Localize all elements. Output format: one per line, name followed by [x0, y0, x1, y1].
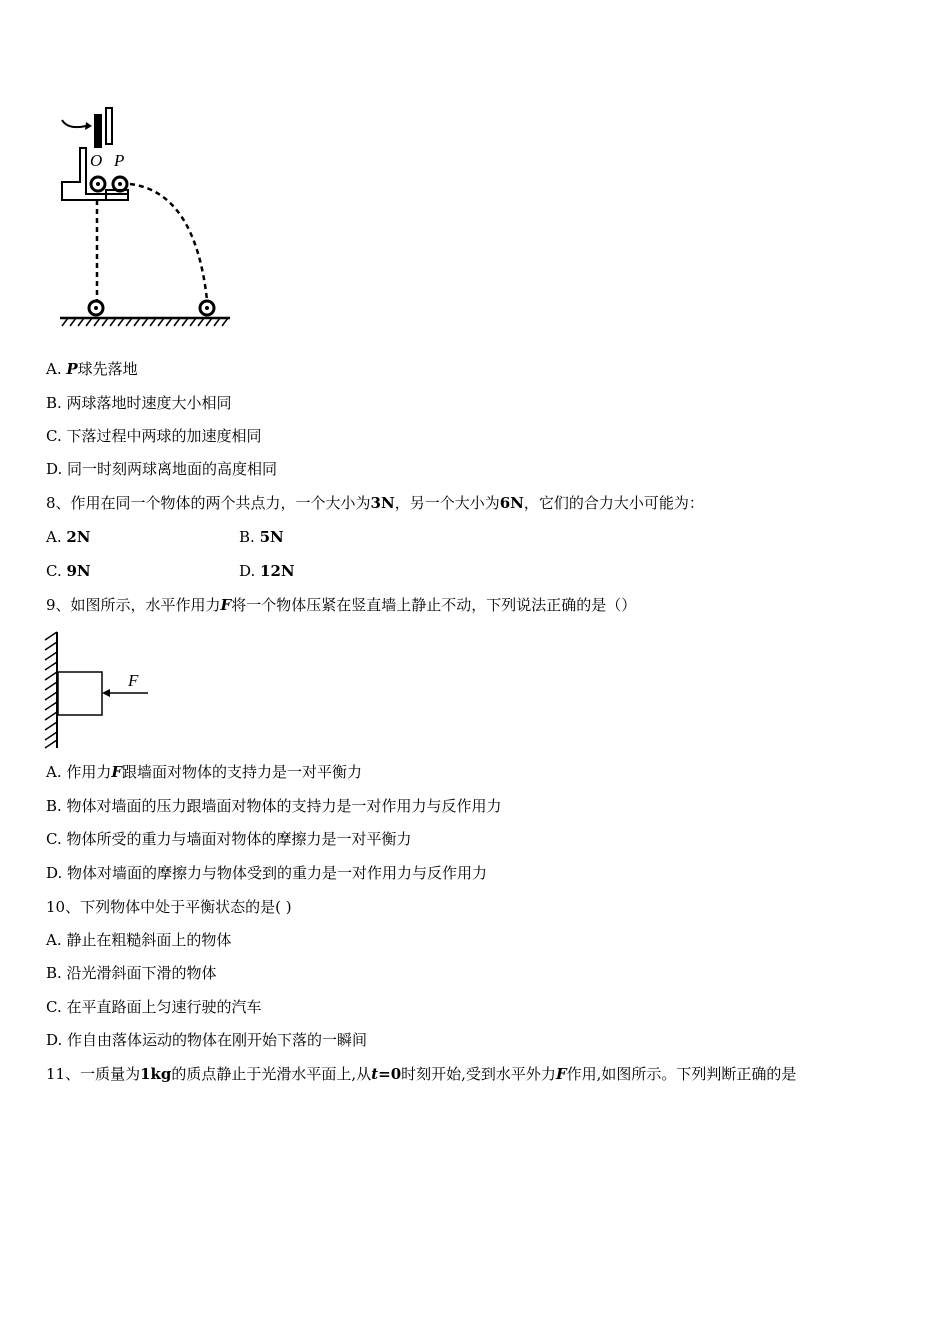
q11-stem: 11、一质量为1kg的质点静止于光滑水平面上,从t=0时刻开始,受到水平外力F作用,如图所示。下列判断正确的是 — [46, 1065, 797, 1083]
q10-option-d: D. 作自由落体运动的物体在刚开始下落的一瞬间 — [46, 1031, 368, 1049]
q8-option-d: D. 12N — [239, 562, 295, 580]
q9-option-b: B. 物体对墙面的压力跟墙面对物体的支持力是一对作用力与反作用力 — [46, 797, 502, 815]
q7-option-c: C. 下落过程中两球的加速度相同 — [46, 427, 262, 445]
figure-ball-drop — [50, 100, 240, 335]
q7-option-a: A. P球先落地 — [46, 360, 138, 378]
q10-option-a: A. 静止在粗糙斜面上的物体 — [46, 931, 232, 949]
q9-option-d: D. 物体对墙面的摩擦力与物体受到的重力是一对作用力与反作用力 — [46, 864, 488, 882]
label-p: P — [114, 151, 125, 170]
q9-option-c: C. 物体所受的重力与墙面对物体的摩擦力是一对平衡力 — [46, 830, 412, 848]
figure-block-wall — [40, 630, 160, 750]
q8-option-c: C. 9N — [46, 562, 91, 580]
label-f: F — [128, 671, 139, 690]
q9-stem: 9、如图所示，水平作用力F将一个物体压紧在竖直墙上静止不动，下列说法正确的是（） — [46, 596, 637, 614]
q8-option-a: A. 2N — [46, 528, 91, 546]
q10-option-c: C. 在平直路面上匀速行驶的汽车 — [46, 998, 262, 1016]
q10-stem: 10、下列物体中处于平衡状态的是( ) — [46, 898, 292, 916]
q8-option-b: B. 5N — [239, 528, 284, 546]
q7-option-d: D. 同一时刻两球离地面的高度相同 — [46, 460, 278, 478]
q10-option-b: B. 沿光滑斜面下滑的物体 — [46, 964, 217, 982]
q9-option-a: A. 作用力F跟墙面对物体的支持力是一对平衡力 — [46, 763, 363, 781]
label-o: O — [90, 151, 103, 170]
q8-options-row2 — [46, 561, 446, 581]
q8-stem: 8、作用在同一个物体的两个共点力，一个大小为3N，另一个大小为6N，它们的合力大小可能为： — [46, 494, 704, 512]
q8-options-row1 — [46, 527, 446, 547]
q7-option-b: B. 两球落地时速度大小相同 — [46, 394, 232, 412]
